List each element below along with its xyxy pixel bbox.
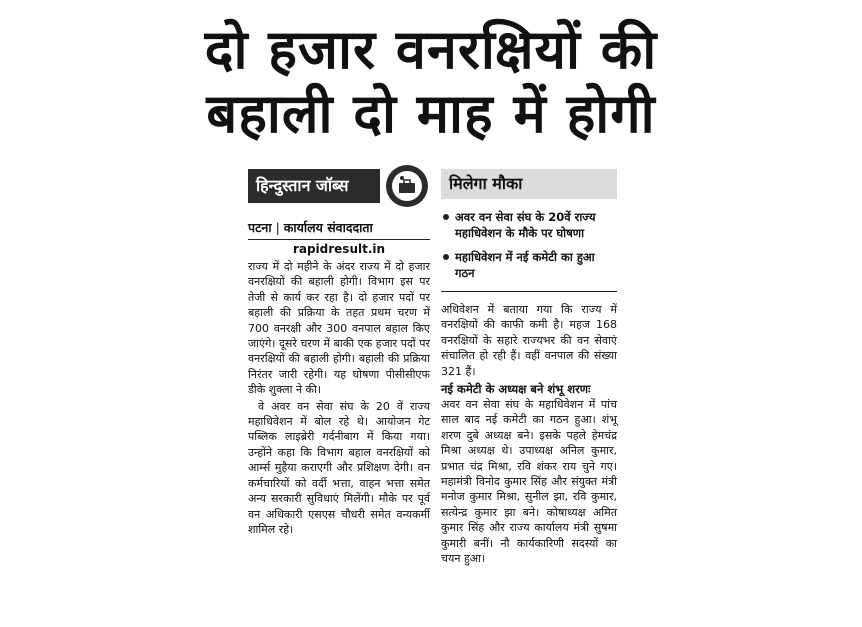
dateline-city: पटना — [248, 220, 272, 235]
bullet-dot-icon — [443, 214, 449, 220]
right-paragraph-2: अवर वन सेवा संघ के महाधिवेशन में पांच साल बाद नई कमेटी का गठन हुआ। शंभू शरण दुबे अध्यक्ष बने। इसके पहले हेमचंद्र मिश्रा अध्यक्ष थे। उपाध्यक्ष अनिल कुमार, प्रभात चंद्र मिश्रा, रवि शंकर राय चुने गए। महामंत्री विनोद कुमार सिंह और संयुक्त मंत्री मनोज कुमार मिश्रा, सुनील झा, रवि कुमार, सत्येन्द्र कुमार झा बने। कोषाध्यक्ष अमित कुमार सिंह और राज्य कार्यालय मंत्री सुषमा कुमारी बनीं। नौ कार्यकारिणी सदस्यों का चयन हुआ। — [441, 398, 617, 566]
dateline: पटना | कार्यालय संवाददाता — [248, 219, 430, 240]
left-column — [248, 165, 430, 537]
bullet-text: महाधिवेशन में नई कमेटी का हुआ गठन — [455, 250, 595, 280]
headline-line-2: बहाली दो माह में होगी — [206, 82, 656, 145]
bullet-dot-icon — [443, 254, 449, 260]
left-paragraph-1: राज्य में दो महीने के अंदर राज्य में दो हजार वनरक्षियों की बहाली होगी। विभाग इस पर तेजी से कार्य कर रहा है। दो हजार पदों पर बहाली की प्रक्रिया के तहत प्रथम चरण में 700 वनरक्षी और 300 वनपाल बहाल किए जाएंगे। दूसरे चरण में बाकी एक हजार पदों पर वनरक्षियों की बहाली होगी। बहाली की प्रक्रिया निरंतर जारी रहेगी। यह घोषणा पीसीसीएफ डीके शुक्ला ने की। — [248, 260, 430, 397]
watermark: rapidresult.in — [292, 242, 386, 256]
highlight-bullets — [441, 209, 617, 281]
bullet-item — [441, 249, 617, 281]
section-divider — [441, 291, 617, 292]
bullet-text: अवर वन सेवा संघ के 20वें राज्य महाधिवेशन के मौके पर घोषणा — [455, 210, 596, 240]
highlight-box-title: मिलेगा मौका — [441, 169, 617, 199]
left-paragraph-2: वे अवर वन सेवा संघ के 20 वें राज्य महाधिवेशन में बोल रहे थे। आयोजन गेट पब्लिक लाइब्रेरी गर्दनीबाग में किया गया। उन्होंने कहा कि विभाग बहाल वनरक्षियों को आर्म्स मुहैया कराएगी और प्रशिक्षण देगी। वन कर्मचारियों को वर्दी भत्ता, वाहन भत्ता समेत अन्य सरकारी सुविधाएं मिलेंगी। मौके पर पूर्व वन अधिकारी एसएस चौधरी समेत वन्यकर्मी शामिल रहे। — [248, 399, 430, 536]
right-column — [441, 165, 617, 567]
bullet-item — [441, 209, 617, 241]
brand-header — [248, 165, 430, 211]
dateline-source: कार्यालय संवाददाता — [283, 220, 373, 235]
highlight-box — [441, 165, 617, 199]
brand-label: हिन्दुस्तान जॉब्स — [248, 169, 380, 203]
headline-line-1: दो हजार वनरक्षियों की — [204, 18, 658, 81]
right-paragraph-1: अधिवेशन में बताया गया कि राज्य में वनरक्षियों की काफी कमी है। महज 168 वनरक्षियों के सहारे राज्यभर की वन सेवाएं संचालित हो रही हैं। वहीं वनपाल की संख्या 321 हैं। — [441, 303, 617, 378]
jobs-logo-icon — [386, 165, 428, 207]
right-subheading: नई कमेटी के अध्यक्ष बने शंभू शरणः — [441, 382, 591, 397]
